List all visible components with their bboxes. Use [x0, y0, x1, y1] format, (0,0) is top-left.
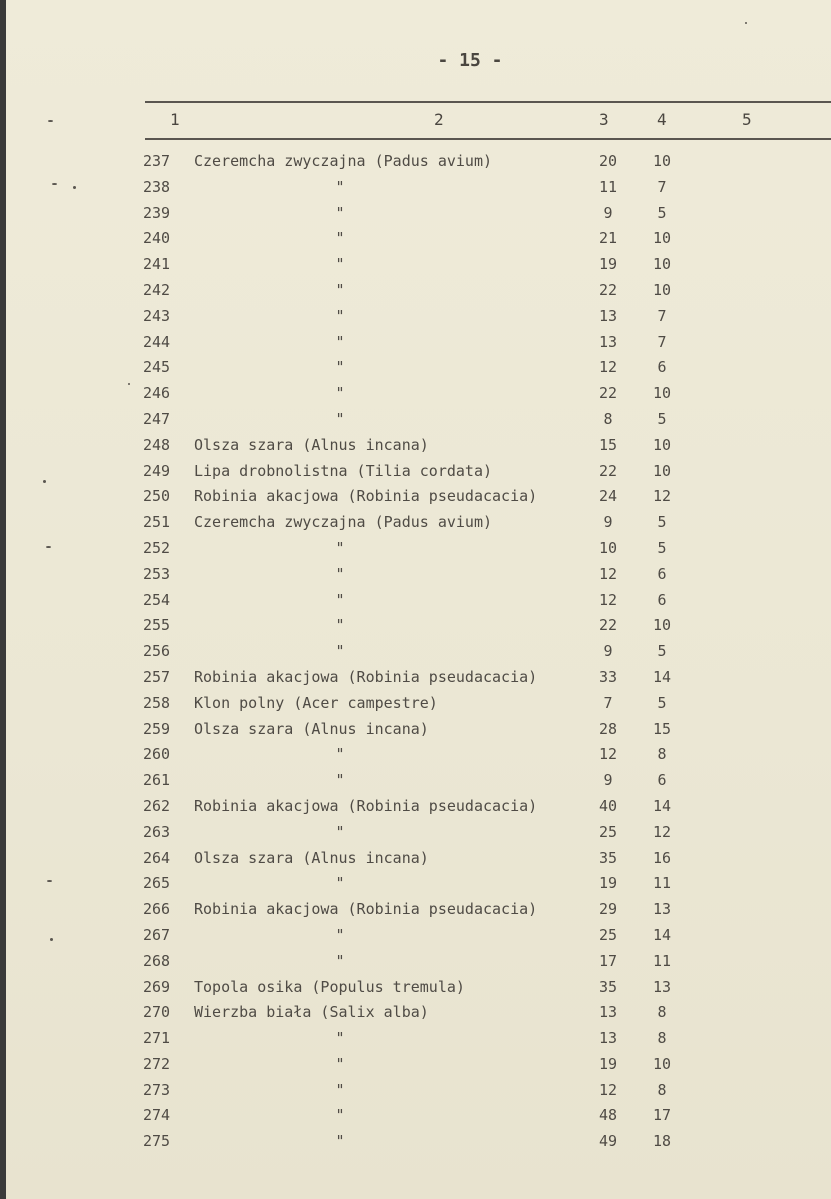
column-3-value: 28 [598, 719, 618, 738]
species-name: Klon polny (Acer campestre) [194, 693, 438, 712]
column-3-value: 9 [603, 642, 613, 661]
ditto-mark: " [335, 384, 345, 403]
column-4-value: 10 [652, 1054, 672, 1073]
column-3-value: 15 [598, 435, 618, 454]
table-row [0, 355, 831, 381]
column-3-value: 40 [598, 796, 618, 815]
species-name: Czeremcha zwyczajna (Padus avium) [194, 152, 493, 170]
column-3-value: 35 [598, 848, 618, 867]
table-row [0, 1000, 831, 1026]
table-row [0, 949, 831, 975]
table-row [0, 201, 831, 227]
column-4-value: 11 [652, 951, 672, 970]
table-row [0, 407, 831, 433]
table-row [0, 484, 831, 510]
column-4-value: 5 [657, 409, 667, 428]
ditto-mark: " [335, 1054, 345, 1073]
column-3-value: 13 [598, 1003, 618, 1022]
row-number: 259 [143, 719, 171, 738]
row-number: 248 [143, 435, 171, 454]
column-3-value: 25 [598, 822, 618, 841]
row-number: 266 [143, 900, 171, 919]
ditto-mark: " [335, 1080, 345, 1099]
column-4-value: 12 [652, 487, 672, 506]
ditto-mark: " [335, 332, 345, 351]
row-number: 252 [143, 538, 171, 557]
table-row [0, 897, 831, 923]
species-name: Robinia akacjowa (Robinia pseudacacia) [194, 667, 538, 686]
row-number: 272 [143, 1054, 171, 1073]
column-3-value: 22 [598, 384, 618, 403]
column-3-value: 22 [598, 280, 618, 299]
column-3-value: 9 [603, 513, 613, 532]
column-4-value: 17 [652, 1106, 672, 1125]
column-4-value: 7 [657, 177, 667, 196]
column-4-value: 12 [652, 822, 672, 841]
column-3-value: 22 [598, 461, 618, 480]
table-row [0, 1103, 831, 1129]
table-row [0, 1129, 831, 1155]
row-number: 262 [143, 796, 171, 815]
column-header-5: 5 [742, 110, 752, 129]
table-row [0, 975, 831, 1001]
table-row [0, 149, 831, 175]
table-row [0, 691, 831, 717]
table-row [0, 252, 831, 278]
column-4-value: 6 [657, 771, 667, 790]
table-row [0, 923, 831, 949]
column-4-value: 5 [657, 513, 667, 532]
species-name: Olsza szara (Alnus incana) [194, 719, 429, 738]
scan-speck [43, 480, 46, 483]
table-row [0, 871, 831, 897]
column-4-value: 14 [652, 925, 672, 944]
row-number: 267 [143, 925, 171, 944]
row-number: 251 [143, 513, 171, 532]
column-4-value: 7 [657, 306, 667, 325]
ditto-mark: " [335, 358, 345, 377]
column-3-value: 24 [598, 487, 618, 506]
row-number: 241 [143, 255, 171, 274]
table-row [0, 175, 831, 201]
species-name: Topola osika (Populus tremula) [194, 977, 465, 996]
column-3-value: 29 [598, 900, 618, 919]
column-4-value: 13 [652, 977, 672, 996]
row-number: 253 [143, 564, 171, 583]
column-4-value: 10 [652, 616, 672, 635]
ditto-mark: " [335, 409, 345, 428]
row-number: 265 [143, 874, 171, 893]
species-name: Robinia akacjowa (Robinia pseudacacia) [194, 796, 538, 815]
species-name: Robinia akacjowa (Robinia pseudacacia) [194, 487, 538, 506]
species-name: Lipa drobnolistna (Tilia cordata) [194, 461, 493, 480]
ditto-mark: " [335, 771, 345, 790]
row-number: 264 [143, 848, 171, 867]
row-number: 245 [143, 358, 171, 377]
table-row [0, 717, 831, 743]
column-3-value: 8 [603, 409, 613, 428]
scan-speck [48, 120, 53, 122]
ditto-mark: " [335, 745, 345, 764]
row-number: 239 [143, 203, 171, 222]
column-4-value: 8 [657, 1029, 667, 1048]
row-number: 271 [143, 1029, 171, 1048]
column-4-value: 6 [657, 564, 667, 583]
table-row [0, 1078, 831, 1104]
column-3-value: 17 [598, 951, 618, 970]
ditto-mark: " [335, 1106, 345, 1125]
column-header-2: 2 [434, 110, 444, 129]
table-row [0, 588, 831, 614]
row-number: 240 [143, 229, 171, 248]
table-row [0, 433, 831, 459]
table-row [0, 562, 831, 588]
scan-speck [50, 938, 53, 941]
table-row [0, 381, 831, 407]
species-name: Robinia akacjowa (Robinia pseudacacia) [194, 900, 538, 919]
column-header-4: 4 [657, 110, 667, 129]
column-4-value: 18 [652, 1132, 672, 1151]
column-4-value: 16 [652, 848, 672, 867]
column-3-value: 12 [598, 1080, 618, 1099]
row-number: 273 [143, 1080, 171, 1099]
scan-speck [46, 546, 51, 548]
row-number: 268 [143, 951, 171, 970]
row-number: 250 [143, 487, 171, 506]
row-number: 254 [143, 590, 171, 609]
row-number: 242 [143, 280, 171, 299]
column-3-value: 20 [598, 152, 618, 170]
table-body [0, 149, 831, 1155]
column-4-value: 5 [657, 642, 667, 661]
ditto-mark: " [335, 538, 345, 557]
row-number: 261 [143, 771, 171, 790]
table-row [0, 639, 831, 665]
scan-speck [128, 383, 130, 385]
column-4-value: 10 [652, 255, 672, 274]
row-number: 258 [143, 693, 171, 712]
row-number: 237 [143, 152, 171, 170]
column-4-value: 7 [657, 332, 667, 351]
row-number: 275 [143, 1132, 171, 1151]
column-3-value: 19 [598, 1054, 618, 1073]
table-row [0, 794, 831, 820]
table-header-rule [145, 138, 831, 140]
table-top-rule [145, 101, 831, 103]
scan-speck [47, 880, 52, 882]
column-3-value: 21 [598, 229, 618, 248]
table-row [0, 278, 831, 304]
column-3-value: 22 [598, 616, 618, 635]
ditto-mark: " [335, 177, 345, 196]
column-3-value: 25 [598, 925, 618, 944]
ditto-mark: " [335, 229, 345, 248]
ditto-mark: " [335, 616, 345, 635]
page-number: - 15 - [437, 50, 503, 71]
column-4-value: 5 [657, 203, 667, 222]
ditto-mark: " [335, 255, 345, 274]
row-number: 256 [143, 642, 171, 661]
table-row [0, 768, 831, 794]
column-3-value: 13 [598, 306, 618, 325]
table-row [0, 330, 831, 356]
species-name: Olsza szara (Alnus incana) [194, 435, 429, 454]
table-row [0, 613, 831, 639]
scan-speck [73, 186, 76, 189]
column-3-value: 7 [603, 693, 613, 712]
column-4-value: 10 [652, 229, 672, 248]
table-row [0, 226, 831, 252]
column-4-value: 15 [652, 719, 672, 738]
column-header-1: 1 [170, 110, 180, 129]
column-3-value: 33 [598, 667, 618, 686]
column-4-value: 5 [657, 693, 667, 712]
ditto-mark: " [335, 874, 345, 893]
column-4-value: 14 [652, 667, 672, 686]
column-3-value: 13 [598, 1029, 618, 1048]
row-number: 260 [143, 745, 171, 764]
row-number: 244 [143, 332, 171, 351]
table-row [0, 665, 831, 691]
ditto-mark: " [335, 1029, 345, 1048]
column-4-value: 8 [657, 745, 667, 764]
column-4-value: 11 [652, 874, 672, 893]
column-3-value: 10 [598, 538, 618, 557]
ditto-mark: " [335, 203, 345, 222]
ditto-mark: " [335, 822, 345, 841]
table-row [0, 510, 831, 536]
column-4-value: 10 [652, 461, 672, 480]
species-name: Olsza szara (Alnus incana) [194, 848, 429, 867]
column-3-value: 9 [603, 203, 613, 222]
column-3-value: 12 [598, 590, 618, 609]
row-number: 274 [143, 1106, 171, 1125]
row-number: 257 [143, 667, 171, 686]
row-number: 243 [143, 306, 171, 325]
row-number: 263 [143, 822, 171, 841]
column-4-value: 10 [652, 152, 672, 170]
ditto-mark: " [335, 1132, 345, 1151]
table-row [0, 820, 831, 846]
table-row [0, 846, 831, 872]
table-row [0, 536, 831, 562]
column-4-value: 8 [657, 1003, 667, 1022]
ditto-mark: " [335, 564, 345, 583]
ditto-mark: " [335, 642, 345, 661]
table-row [0, 1026, 831, 1052]
ditto-mark: " [335, 306, 345, 325]
ditto-mark: " [335, 590, 345, 609]
column-3-value: 48 [598, 1106, 618, 1125]
row-number: 270 [143, 1003, 171, 1022]
column-header-3: 3 [599, 110, 609, 129]
column-3-value: 19 [598, 255, 618, 274]
table-row [0, 459, 831, 485]
column-4-value: 8 [657, 1080, 667, 1099]
ditto-mark: " [335, 280, 345, 299]
column-4-value: 6 [657, 358, 667, 377]
column-4-value: 13 [652, 900, 672, 919]
column-3-value: 35 [598, 977, 618, 996]
column-3-value: 19 [598, 874, 618, 893]
column-3-value: 12 [598, 358, 618, 377]
row-number: 246 [143, 384, 171, 403]
ditto-mark: " [335, 951, 345, 970]
column-3-value: 13 [598, 332, 618, 351]
table-row [0, 304, 831, 330]
column-3-value: 9 [603, 771, 613, 790]
row-number: 269 [143, 977, 171, 996]
column-4-value: 5 [657, 538, 667, 557]
row-number: 238 [143, 177, 171, 196]
column-4-value: 14 [652, 796, 672, 815]
species-name: Czeremcha zwyczajna (Padus avium) [194, 513, 493, 532]
column-3-value: 12 [598, 564, 618, 583]
column-4-value: 10 [652, 280, 672, 299]
column-4-value: 10 [652, 435, 672, 454]
column-3-value: 11 [598, 177, 618, 196]
column-4-value: 6 [657, 590, 667, 609]
ditto-mark: " [335, 925, 345, 944]
column-3-value: 49 [598, 1132, 618, 1151]
scan-speck [52, 183, 57, 185]
table-row [0, 1052, 831, 1078]
row-number: 249 [143, 461, 171, 480]
species-name: Wierzba biała (Salix alba) [194, 1003, 429, 1022]
row-number: 255 [143, 616, 171, 635]
table-row [0, 742, 831, 768]
column-4-value: 10 [652, 384, 672, 403]
column-3-value: 12 [598, 745, 618, 764]
scan-speck [745, 22, 747, 24]
row-number: 247 [143, 409, 171, 428]
